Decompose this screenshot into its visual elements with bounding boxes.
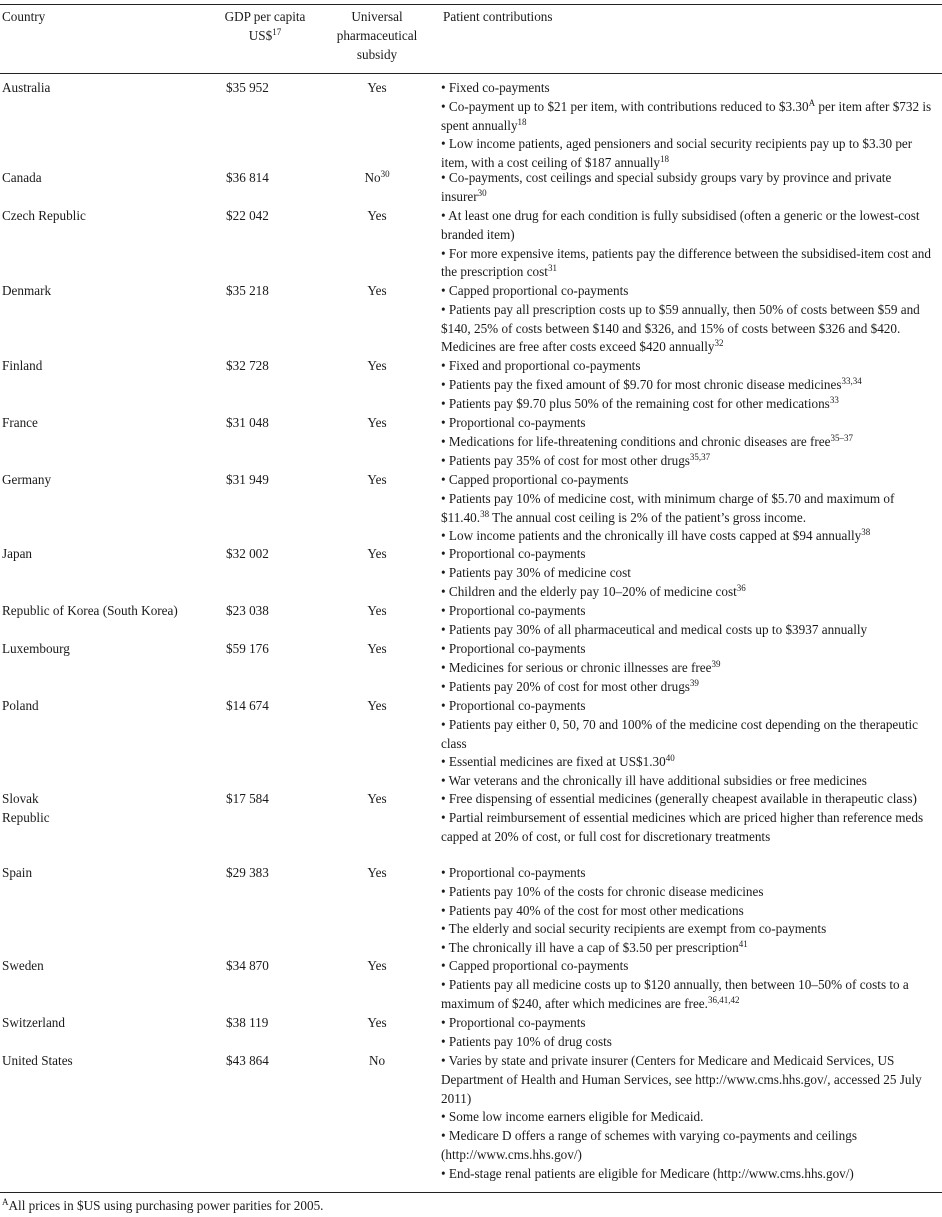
contribution-item <box>441 490 940 528</box>
contribution-text: • Low income patients and the chronically ill have costs capped at $94 annually <box>441 528 862 544</box>
contribution-item <box>441 169 940 207</box>
patient-contributions-cell <box>441 697 940 791</box>
country-cell: Finland <box>2 358 43 373</box>
patient-contributions-cell <box>441 1052 940 1184</box>
contribution-text: • Varies by state and private insurer (Centers for Medicare and Medicaid Services, US Department of Health and Human Services, see http://www.cms.hhs.gov/, accessed 25 July 2011) <box>441 1053 922 1106</box>
contribution-item <box>441 433 940 452</box>
contribution-item <box>441 697 940 716</box>
subsidy-value: Yes <box>367 546 387 561</box>
contribution-text: • Proportional co-payments <box>441 603 586 618</box>
contribution-item <box>441 640 940 659</box>
contribution-text: • Patients pay $9.70 plus 50% of the remaining cost for other medications <box>441 395 830 411</box>
gdp-cell: $32 002 <box>226 546 269 561</box>
contribution-text: • At least one drug for each condition is fully subsidised (often a generic or the lowest-cost branded item) <box>441 208 920 242</box>
contribution-text: • Patients pay the fixed amount of $9.70 for most chronic disease medicines <box>441 376 842 392</box>
header-subsidy-line1: Universal <box>351 9 403 24</box>
country-cell: Germany <box>2 472 52 487</box>
contribution-item <box>441 471 940 490</box>
contribution-item <box>441 1052 940 1108</box>
contribution-text: • Proportional co-payments <box>441 415 586 430</box>
contribution-item <box>441 1165 940 1184</box>
reference-superscript: 30 <box>477 187 487 198</box>
contribution-text: • Patients pay 35% of cost for most other drugs <box>441 452 690 468</box>
table-bottom-rule <box>0 1192 942 1193</box>
subsidy-value: Yes <box>367 80 387 95</box>
contribution-text: • Patients pay either 0, 50, 70 and 100% of the medicine cost depending on the therapeutic class <box>441 716 919 751</box>
patient-contributions-cell <box>441 640 940 696</box>
contribution-text: • Co-payments, cost ceilings and special subsidy groups vary by province and private insurer <box>441 170 892 204</box>
contribution-item <box>441 920 940 939</box>
contribution-item <box>441 659 940 678</box>
gdp-cell: $17 584 <box>226 791 269 806</box>
gdp-cell: $43 864 <box>226 1053 269 1068</box>
reference-superscript: 33 <box>829 394 839 405</box>
contribution-text: • Capped proportional co-payments <box>441 472 629 487</box>
subsidy-value: Yes <box>367 472 387 487</box>
country-cell: Poland <box>2 698 39 713</box>
subsidy-value: Yes <box>367 208 387 223</box>
header-gdp-line2: US$ <box>248 27 273 43</box>
contribution-item <box>441 621 940 640</box>
contribution-item <box>441 939 940 958</box>
header-subsidy-line3: subsidy <box>356 46 398 62</box>
subsidy-cell <box>330 471 424 490</box>
subsidy-cell <box>330 357 424 376</box>
country-cell: Switzerland <box>2 1015 65 1030</box>
subsidy-cell <box>330 957 424 976</box>
contribution-item <box>441 716 940 754</box>
contribution-text: • Fixed and proportional co-payments <box>441 358 641 373</box>
contribution-text: • Fixed co-payments <box>441 80 550 95</box>
patient-contributions-cell <box>441 1014 940 1052</box>
subsidy-value: No <box>364 170 381 185</box>
subsidy-value: Yes <box>367 865 387 880</box>
contribution-text: • For more expensive items, patients pay the difference between the subsidised-item cost and the prescription cost <box>441 245 931 280</box>
country-cell: United States <box>2 1053 73 1068</box>
contribution-item <box>441 245 940 283</box>
reference-superscript: A <box>808 97 816 108</box>
country-cell: Republic of Korea (South Korea) <box>2 603 178 618</box>
contribution-text: • Co-payment up to $21 per item, with contributions reduced to $3.30 <box>441 98 809 114</box>
gdp-cell: $32 728 <box>226 358 269 373</box>
reference-superscript: 38 <box>480 508 490 519</box>
gdp-cell: $23 038 <box>226 603 269 618</box>
subsidy-cell <box>330 79 424 98</box>
contribution-text: • Medications for life-threatening conditions and chronic diseases are free <box>441 433 831 449</box>
reference-superscript: 40 <box>665 753 675 764</box>
patient-contributions-cell <box>441 864 940 958</box>
contribution-item <box>441 135 940 173</box>
contribution-item <box>441 98 940 136</box>
reference-superscript: 35,37 <box>689 451 711 462</box>
header-gdp-line1: GDP per capita <box>224 9 306 24</box>
contribution-text: • Proportional co-payments <box>441 865 586 880</box>
country-cell: Japan <box>2 546 33 561</box>
reference-superscript: 33,34 <box>841 375 862 386</box>
country-cell: Sweden <box>2 958 44 973</box>
contribution-item <box>441 1014 940 1033</box>
subsidy-cell <box>330 697 424 716</box>
header-country: Country <box>2 9 46 24</box>
reference-superscript: 18 <box>517 116 527 127</box>
header-gdp <box>210 8 320 46</box>
subsidy-value: Yes <box>367 958 387 973</box>
country-cell: Australia <box>2 80 51 95</box>
gdp-cell: $31 949 <box>226 472 269 487</box>
reference-superscript: 41 <box>738 939 748 950</box>
header-patient-contributions: Patient contributions <box>443 9 553 24</box>
gdp-cell: $35 218 <box>226 283 269 298</box>
contribution-item <box>441 772 940 791</box>
contribution-text: • Medicare D offers a range of schemes with varying co-payments and ceilings (http://www.cms.hhs.gov/) <box>441 1128 857 1162</box>
table-header-rule <box>0 73 942 74</box>
contribution-text: • Proportional co-payments <box>441 546 586 561</box>
gdp-cell: $22 042 <box>226 208 269 223</box>
contribution-text: • Proportional co-payments <box>441 641 586 656</box>
contribution-item <box>441 282 940 301</box>
contribution-text: • Medicines for serious or chronic illnesses are free <box>441 659 712 675</box>
reference-superscript: 35–37 <box>830 432 853 443</box>
reference-superscript: 38 <box>861 527 871 538</box>
country-cell: Czech Republic <box>2 208 86 223</box>
contribution-item <box>441 414 940 433</box>
subsidy-cell <box>330 414 424 433</box>
gdp-cell: $36 814 <box>226 170 269 185</box>
subsidy-value: Yes <box>367 791 387 806</box>
contribution-text: • Essential medicines are fixed at US$1.30 <box>441 754 666 770</box>
country-cell: Canada <box>2 170 42 185</box>
subsidy-cell <box>330 169 424 188</box>
contribution-item <box>441 1033 940 1052</box>
contribution-item <box>441 883 940 902</box>
subsidy-value: Yes <box>367 698 387 713</box>
reference-superscript: 18 <box>660 154 670 165</box>
reference-superscript: 36,41,42 <box>707 994 740 1005</box>
table-top-rule <box>0 4 942 5</box>
contribution-text: • Patients pay 10% of drug costs <box>441 1033 612 1049</box>
contribution-item <box>441 1127 940 1165</box>
gdp-cell: $29 383 <box>226 865 269 880</box>
subsidy-cell <box>330 602 424 621</box>
contribution-item <box>441 678 940 697</box>
contribution-text: The annual cost ceiling is 2% of the patient’s gross income. <box>489 509 806 525</box>
contribution-item <box>441 602 940 621</box>
contribution-text: • Patients pay 10% of the costs for chronic disease medicines <box>441 883 764 899</box>
subsidy-cell <box>330 282 424 301</box>
contribution-text: • Proportional co-payments <box>441 698 586 713</box>
contribution-text: • Patients pay all prescription costs up to $59 annually, then 50% of costs between $59 and $140, 25% of costs between $140 and $326, and 15% of costs between $326 and $420. Medicines are free after costs exceed $420 annually <box>441 301 920 355</box>
patient-contributions-cell <box>441 471 940 546</box>
country-cell: Denmark <box>2 283 52 298</box>
subsidy-cell <box>330 864 424 883</box>
patient-contributions-cell <box>441 169 940 207</box>
subsidy-value: Yes <box>367 283 387 298</box>
patient-contributions-cell <box>441 414 940 470</box>
contribution-text: • Patients pay 20% of cost for most other drugs <box>441 678 690 694</box>
contribution-text: • Capped proportional co-payments <box>441 958 629 973</box>
contribution-item <box>441 452 940 471</box>
contribution-item <box>441 395 940 414</box>
contribution-item <box>441 976 940 1014</box>
subsidy-value: Yes <box>367 641 387 656</box>
gdp-cell: $38 119 <box>226 1015 269 1030</box>
subsidy-reference: 30 <box>380 169 390 179</box>
subsidy-value: Yes <box>367 415 387 430</box>
patient-contributions-cell <box>441 79 940 173</box>
contribution-item <box>441 583 940 602</box>
contribution-item <box>441 79 940 98</box>
subsidy-cell <box>330 207 424 226</box>
contribution-text: • The elderly and social security recipients are exempt from co-payments <box>441 921 827 937</box>
table-footnote <box>2 1197 323 1216</box>
contribution-item <box>441 376 940 395</box>
country-cell: Spain <box>2 865 33 880</box>
contribution-text: • Free dispensing of essential medicines (generally cheapest available in therapeutic class) <box>441 791 917 806</box>
subsidy-cell <box>330 790 424 809</box>
reference-superscript: 39 <box>689 677 699 688</box>
gdp-cell: $35 952 <box>226 80 269 95</box>
subsidy-cell <box>330 545 424 564</box>
subsidy-cell <box>330 1014 424 1033</box>
contribution-item <box>441 545 940 564</box>
contribution-item <box>441 1108 940 1127</box>
patient-contributions-cell <box>441 790 940 846</box>
contribution-item <box>441 753 940 772</box>
header-gdp-ref: 17 <box>272 26 282 37</box>
subsidy-value: Yes <box>367 358 387 373</box>
contribution-item <box>441 207 940 245</box>
reference-superscript: 32 <box>714 338 724 349</box>
patient-contributions-cell <box>441 282 940 357</box>
gdp-cell: $14 674 <box>226 698 269 713</box>
patient-contributions-cell <box>441 602 940 640</box>
gdp-cell: $31 048 <box>226 415 269 430</box>
gdp-cell: $59 176 <box>226 641 269 656</box>
contribution-text: • Patients pay 30% of all pharmaceutical and medical costs up to $3937 annually <box>441 621 868 637</box>
contribution-text: • End-stage renal patients are eligible for Medicare (http://www.cms.hhs.gov/) <box>441 1165 854 1181</box>
contribution-text: • Patients pay 40% of the cost for most other medications <box>441 902 744 918</box>
contribution-item <box>441 790 940 809</box>
patient-contributions-cell <box>441 957 940 1013</box>
subsidy-value: No <box>368 1053 386 1068</box>
contribution-text: • The chronically ill have a cap of $3.50 per prescription <box>441 940 739 956</box>
country-cell: Slovak Republic <box>2 791 50 825</box>
contribution-text: • Proportional co-payments <box>441 1015 586 1030</box>
reference-superscript: 39 <box>711 658 721 669</box>
contribution-item <box>441 902 940 921</box>
contribution-text: • Children and the elderly pay 10–20% of medicine cost <box>441 583 737 599</box>
footnote-marker: A <box>2 1197 9 1207</box>
header-subsidy-line2: pharmaceutical <box>336 27 418 43</box>
country-cell: France <box>2 415 38 430</box>
patient-contributions-cell <box>441 357 940 413</box>
contribution-text: • Low income patients, aged pensioners and social security recipients pay up to $3.30 per item, with a cost ceiling of $187 annually <box>441 136 913 171</box>
contribution-item <box>441 564 940 583</box>
contribution-text: • Capped proportional co-payments <box>441 283 629 298</box>
contribution-text: • Patients pay 10% of medicine cost, with minimum charge of $5.70 and maximum of $11.40. <box>441 490 895 525</box>
contribution-text: per item after $732 is spent annually <box>441 98 932 133</box>
reference-superscript: 31 <box>547 263 557 274</box>
contribution-text: • War veterans and the chronically ill have additional subsidies or free medicines <box>441 773 867 789</box>
contribution-item <box>441 864 940 883</box>
contribution-item <box>441 301 940 357</box>
header-subsidy <box>332 8 422 64</box>
subsidy-value: Yes <box>367 1015 387 1030</box>
gdp-cell: $34 870 <box>226 958 269 973</box>
contribution-item <box>441 957 940 976</box>
patient-contributions-cell <box>441 207 940 282</box>
contribution-text: • Patients pay all medicine costs up to $120 annually, then between 10–50% of costs to a maximum of $240, after which medicines are free. <box>441 976 909 1011</box>
contribution-text: • Partial reimbursement of essential medicines which are priced higher than reference meds capped at 20% of cost, or full cost for discretionary treatments <box>441 809 924 844</box>
contribution-item <box>441 809 940 847</box>
patient-contributions-cell <box>441 545 940 601</box>
reference-superscript: 36 <box>736 582 746 593</box>
subsidy-cell <box>330 640 424 659</box>
country-cell: Luxembourg <box>2 641 70 656</box>
contribution-text: • Some low income earners eligible for Medicaid. <box>441 1109 704 1125</box>
contribution-text: • Patients pay 30% of medicine cost <box>441 564 631 580</box>
contribution-item <box>441 527 940 546</box>
contribution-item <box>441 357 940 376</box>
footnote-text: All prices in $US using purchasing power parities for 2005. <box>8 1198 324 1213</box>
subsidy-value: Yes <box>367 603 387 618</box>
subsidy-cell <box>330 1052 424 1071</box>
